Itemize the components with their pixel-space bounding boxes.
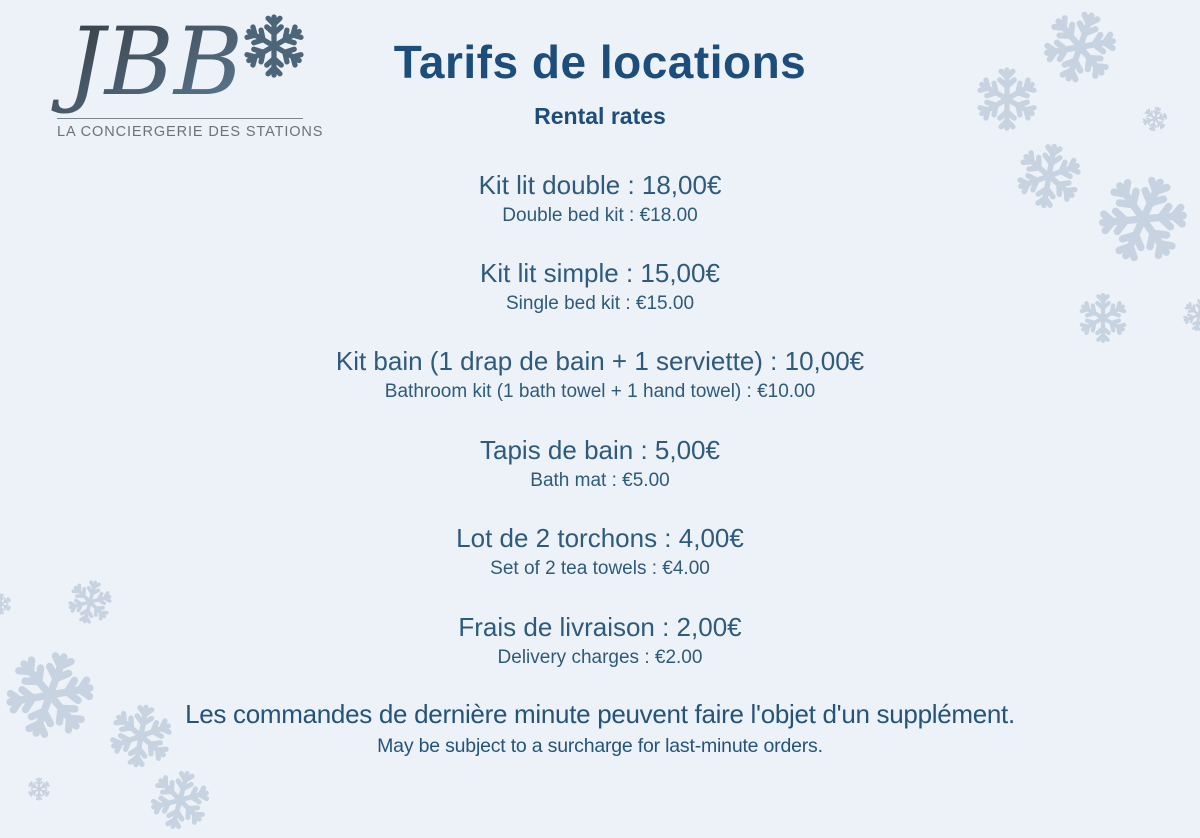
logo-divider (57, 118, 303, 119)
price-item-fr: Kit lit simple : 15,00€ (480, 258, 720, 288)
price-item-bathroom-kit (0, 345, 1200, 406)
price-item-tea-towels (0, 522, 1200, 583)
logo (50, 4, 324, 140)
page-subtitle: Rental rates (534, 103, 666, 129)
price-item-fr: Frais de livraison : 2,00€ (458, 612, 742, 642)
logo-tagline: LA CONCIERGERIE DES STATIONS (57, 124, 324, 140)
price-item-en: Single bed kit : €15.00 (505, 293, 695, 314)
snowflake-icon (142, 762, 218, 838)
snowflake-icon (27, 777, 51, 801)
price-item-en: Bathroom kit (1 bath towel + 1 hand towel) : €10.00 (384, 381, 816, 402)
logo-monogram-graphic (50, 4, 310, 116)
surcharge-note-fr: Les commandes de dernière minute peuvent faire l'objet d'un supplément. (185, 699, 1015, 729)
logo-snowflake-icon (245, 17, 303, 75)
surcharge-note-en: May be subject to a surcharge for last-minute orders. (377, 735, 823, 757)
price-item-fr: Kit bain (1 drap de bain + 1 serviette) : 10,00€ (335, 346, 865, 376)
page-title: Tarifs de locations (393, 36, 807, 88)
price-item-delivery-charges (0, 611, 1200, 672)
price-item-bath-mat (0, 434, 1200, 495)
price-item-en: Double bed kit : €18.00 (502, 205, 698, 226)
logo-monogram: JBB (67, 8, 243, 116)
price-item-fr: Lot de 2 torchons : 4,00€ (456, 523, 744, 553)
surcharge-note (0, 699, 1200, 759)
price-item-single-bed-kit (0, 257, 1200, 318)
price-item-fr: Tapis de bain : 5,00€ (480, 435, 720, 465)
price-item-en: Delivery charges : €2.00 (497, 647, 703, 668)
price-item-double-bed-kit (0, 169, 1200, 230)
price-item-en: Bath mat : €5.00 (530, 470, 670, 491)
price-item-fr: Kit lit double : 18,00€ (478, 170, 722, 200)
price-item-en: Set of 2 tea towels : €4.00 (490, 558, 710, 579)
